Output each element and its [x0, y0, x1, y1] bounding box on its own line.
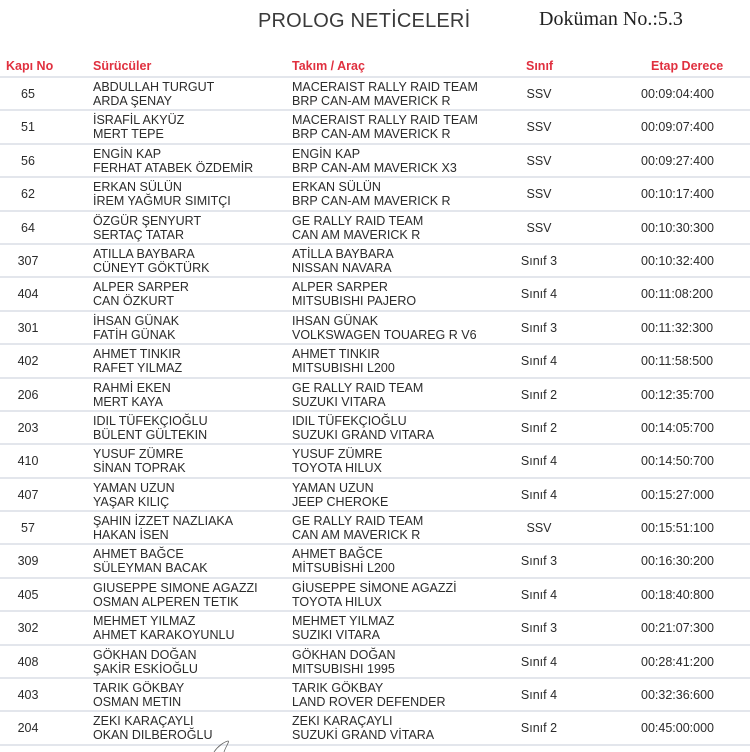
- codriver-name: OKAN DILBEROĞLU: [93, 728, 213, 743]
- driver-name: GÖKHAN DOĞAN: [93, 647, 197, 662]
- team-name: IDIL TÜFEKÇIOĞLU: [292, 413, 407, 428]
- stage-time-cell: 00:10:17:400: [641, 187, 714, 202]
- driver-name: RAHMİ EKEN: [93, 380, 171, 395]
- table-row: [0, 710, 750, 745]
- class-cell: SSV: [526, 220, 552, 235]
- drivers-cell: [93, 280, 189, 308]
- codriver-name: SİNAN TOPRAK: [93, 461, 186, 476]
- drivers-cell: [93, 514, 233, 542]
- team-vehicle-cell: [292, 113, 478, 141]
- stage-time-cell: 00:18:40:800: [641, 587, 714, 602]
- header-sinif: Sınıf: [526, 59, 554, 73]
- driver-name: YAMAN UZUN: [93, 480, 175, 495]
- class-cell: SSV: [526, 87, 552, 101]
- table-row: [0, 243, 750, 276]
- driver-name: IDIL TÜFEKÇIOĞLU: [93, 413, 208, 428]
- team-vehicle-cell: [292, 614, 394, 642]
- codriver-name: MERT TEPE: [93, 127, 164, 142]
- document-title: PROLOG NETİCELERİ: [258, 10, 471, 32]
- driver-name: İSRAFİL AKYÜZ: [93, 113, 185, 128]
- class-cell: SSV: [526, 153, 552, 168]
- kapi-no-cell: 204: [17, 721, 39, 736]
- drivers-cell: [93, 681, 184, 709]
- driver-name: ABDULLAH TURGUT: [93, 80, 215, 94]
- signature-mark: [212, 740, 232, 752]
- stage-time-cell: 00:32:36:600: [641, 688, 714, 703]
- stage-time-cell: 00:10:30:300: [641, 220, 714, 235]
- team-vehicle-cell: [292, 581, 457, 609]
- class-cell: Sınıf 3: [520, 253, 558, 268]
- team-name: MACERAIST RALLY RAID TEAM: [292, 80, 478, 94]
- stage-time-cell: 00:16:30:200: [641, 554, 714, 569]
- vehicle-name: BRP CAN-AM MAVERICK R: [292, 94, 451, 108]
- stage-time-cell: 00:12:35:700: [641, 387, 714, 402]
- codriver-name: FATİH GÜNAK: [93, 327, 176, 342]
- stage-time-cell: 00:11:08:200: [641, 287, 714, 302]
- table-row: [0, 176, 750, 209]
- team-name: GİUSEPPE SİMONE AGAZZİ: [292, 580, 457, 595]
- class-cell: Sınıf 3: [520, 621, 558, 636]
- vehicle-name: SUZIKI VITARA: [292, 628, 380, 643]
- codriver-name: FERHAT ATABEK ÖZDEMİR: [93, 160, 254, 175]
- drivers-cell: [93, 547, 208, 575]
- team-name: GE RALLY RAID TEAM: [292, 380, 424, 395]
- stage-time-cell: 00:11:32:300: [641, 320, 714, 335]
- vehicle-name: CAN AM MAVERICK R: [292, 528, 421, 543]
- driver-name: GIUSEPPE SIMONE AGAZZI: [93, 580, 258, 595]
- team-vehicle-cell: [292, 347, 395, 375]
- codriver-name: SERTAÇ TATAR: [93, 227, 184, 242]
- table-row: [0, 276, 750, 309]
- driver-name: AHMET BAĞCE: [93, 547, 184, 562]
- table-row: [0, 510, 750, 543]
- team-vehicle-cell: [292, 414, 434, 442]
- drivers-cell: [93, 80, 214, 108]
- codriver-name: YAŞAR KILIÇ: [93, 494, 170, 509]
- team-name: TARIK GÖKBAY: [292, 681, 384, 696]
- class-cell: Sınıf 4: [520, 454, 558, 469]
- drivers-cell: [93, 247, 209, 275]
- table-row: [0, 677, 750, 710]
- vehicle-name: JEEP CHEROKE: [292, 494, 389, 509]
- team-vehicle-cell: [292, 514, 423, 542]
- team-name: ERKAN SÜLÜN: [292, 180, 381, 195]
- driver-name: ATILLA BAYBARA: [93, 246, 195, 261]
- header-takim-arac: Takım / Araç: [292, 59, 365, 73]
- team-name: IHSAN GÜNAK: [292, 313, 379, 328]
- codriver-name: BÜLENT GÜLTEKIN: [93, 427, 208, 442]
- class-cell: Sınıf 4: [520, 487, 558, 502]
- drivers-cell: [93, 347, 182, 375]
- header-kapi-no: Kapı No: [6, 59, 54, 73]
- table-row: [0, 477, 750, 510]
- results-table-body: [0, 76, 750, 746]
- vehicle-name: VOLKSWAGEN TOUAREG R V6: [292, 327, 477, 342]
- vehicle-name: LAND ROVER DEFENDER: [292, 695, 446, 710]
- stage-time-cell: 00:28:41:200: [641, 654, 714, 669]
- drivers-cell: [93, 314, 179, 342]
- team-name: ATİLLA BAYBARA: [292, 246, 394, 261]
- driver-name: MEHMET YILMAZ: [93, 614, 196, 629]
- driver-name: ÖZGÜR ŞENYURT: [93, 213, 202, 228]
- team-name: ALPER SARPER: [292, 280, 388, 295]
- table-row: [0, 377, 750, 410]
- class-cell: Sınıf 4: [520, 688, 558, 703]
- kapi-no-cell: 206: [17, 387, 39, 402]
- stage-time-cell: 00:45:00:000: [641, 721, 714, 736]
- vehicle-name: MITSUBISHI 1995: [292, 661, 395, 676]
- codriver-name: MERT KAYA: [93, 394, 163, 409]
- drivers-cell: [93, 180, 231, 208]
- stage-time-cell: 00:10:32:400: [641, 253, 714, 268]
- header-etap-derece: Etap Derece: [651, 59, 724, 73]
- stage-time-cell: 00:09:04:400: [641, 87, 714, 101]
- team-vehicle-cell: [292, 147, 457, 175]
- drivers-cell: [93, 648, 198, 676]
- vehicle-name: MİTSUBİSHİ L200: [292, 561, 395, 576]
- stage-time-cell: 00:14:05:700: [641, 420, 714, 435]
- drivers-cell: [93, 381, 171, 409]
- table-row: [0, 310, 750, 343]
- team-vehicle-cell: [292, 180, 451, 208]
- team-name: ZEKI KARAÇAYLI: [292, 714, 393, 729]
- table-row: [0, 443, 750, 476]
- team-vehicle-cell: [292, 80, 478, 108]
- kapi-no-cell: 57: [21, 521, 35, 536]
- kapi-no-cell: 203: [17, 420, 39, 435]
- kapi-no-cell: 301: [17, 320, 39, 335]
- team-vehicle-cell: [292, 314, 477, 342]
- team-name: GE RALLY RAID TEAM: [292, 514, 424, 529]
- driver-name: İHSAN GÜNAK: [93, 313, 180, 328]
- kapi-no-cell: 309: [17, 554, 39, 569]
- vehicle-name: TOYOTA HILUX: [292, 461, 382, 476]
- driver-name: ERKAN SÜLÜN: [93, 180, 182, 195]
- team-name: AHMET BAĞCE: [292, 547, 383, 562]
- team-name: YAMAN UZUN: [292, 480, 374, 495]
- drivers-cell: [93, 481, 175, 509]
- drivers-cell: [93, 414, 208, 442]
- driver-name: TARIK GÖKBAY: [93, 681, 185, 696]
- vehicle-name: BRP CAN-AM MAVERICK X3: [292, 160, 457, 175]
- vehicle-name: TOYOTA HILUX: [292, 594, 382, 609]
- vehicle-name: SUZUKI VITARA: [292, 394, 386, 409]
- kapi-no-cell: 408: [17, 654, 39, 669]
- vehicle-name: NISSAN NAVARA: [292, 260, 392, 275]
- class-cell: Sınıf 2: [520, 721, 558, 736]
- kapi-no-cell: 402: [17, 354, 39, 369]
- kapi-no-cell: 64: [21, 220, 35, 235]
- team-vehicle-cell: [292, 381, 423, 409]
- drivers-cell: [93, 113, 184, 141]
- class-cell: SSV: [526, 187, 552, 202]
- class-cell: Sınıf 3: [520, 320, 558, 335]
- team-name: YUSUF ZÜMRE: [292, 447, 383, 462]
- codriver-name: RAFET YILMAZ: [93, 361, 183, 376]
- codriver-name: OSMAN METIN: [93, 695, 182, 710]
- team-vehicle-cell: [292, 280, 416, 308]
- codriver-name: OSMAN ALPEREN TETIK: [93, 594, 239, 609]
- driver-name: ZEKI KARAÇAYLI: [93, 714, 194, 729]
- kapi-no-cell: 51: [21, 120, 35, 135]
- team-name: MACERAIST RALLY RAID TEAM: [292, 113, 478, 128]
- stage-time-cell: 00:11:58:500: [641, 354, 714, 369]
- driver-name: ALPER SARPER: [93, 280, 189, 295]
- table-row: [0, 577, 750, 610]
- vehicle-name: BRP CAN-AM MAVERICK R: [292, 194, 451, 209]
- vehicle-name: BRP CAN-AM MAVERICK R: [292, 127, 451, 142]
- header-suruculer: Sürücüler: [93, 59, 152, 73]
- team-vehicle-cell: [292, 648, 396, 676]
- drivers-cell: [93, 214, 201, 242]
- driver-name: YUSUF ZÜMRE: [93, 447, 184, 462]
- kapi-no-cell: 403: [17, 688, 39, 703]
- codriver-name: CAN ÖZKURT: [93, 294, 175, 309]
- kapi-no-cell: 307: [17, 253, 39, 268]
- class-cell: Sınıf 4: [520, 654, 558, 669]
- codriver-name: İREM YAĞMUR SIMITÇI: [93, 194, 231, 209]
- team-name: AHMET TINKIR: [292, 347, 380, 362]
- class-cell: SSV: [526, 521, 552, 536]
- team-name: MEHMET YILMAZ: [292, 614, 395, 629]
- team-vehicle-cell: [292, 714, 434, 742]
- vehicle-name: CAN AM MAVERICK R: [292, 227, 421, 242]
- kapi-no-cell: 410: [17, 454, 39, 469]
- kapi-no-cell: 62: [21, 187, 35, 202]
- vehicle-name: MITSUBISHI L200: [292, 361, 395, 376]
- stage-time-cell: 00:15:27:000: [641, 487, 714, 502]
- codriver-name: CÜNEYT GÖKTÜRK: [93, 260, 210, 275]
- codriver-name: SÜLEYMAN BACAK: [93, 561, 208, 576]
- kapi-no-cell: 404: [17, 287, 39, 302]
- kapi-no-cell: 56: [21, 153, 35, 168]
- codriver-name: HAKAN İSEN: [93, 528, 169, 543]
- class-cell: Sınıf 3: [520, 554, 558, 569]
- codriver-name: ARDA ŞENAY: [93, 94, 172, 108]
- team-vehicle-cell: [292, 547, 395, 575]
- stage-time-cell: 00:14:50:700: [641, 454, 714, 469]
- codriver-name: ŞAKİR ESKİOĞLU: [93, 661, 198, 676]
- team-vehicle-cell: [292, 481, 388, 509]
- team-vehicle-cell: [292, 447, 382, 475]
- table-row: [0, 76, 750, 109]
- table-row: [0, 410, 750, 443]
- vehicle-name: SUZUKİ GRAND VİTARA: [292, 728, 435, 743]
- driver-name: AHMET TINKIR: [93, 347, 181, 362]
- class-cell: Sınıf 2: [520, 387, 558, 402]
- table-row: [0, 210, 750, 243]
- team-name: GÖKHAN DOĞAN: [292, 647, 396, 662]
- drivers-cell: [93, 147, 253, 175]
- team-vehicle-cell: [292, 214, 423, 242]
- team-vehicle-cell: [292, 681, 446, 709]
- drivers-cell: [93, 447, 186, 475]
- table-row: [0, 143, 750, 176]
- kapi-no-cell: 407: [17, 487, 39, 502]
- team-name: ENGİN KAP: [292, 146, 361, 161]
- class-cell: Sınıf 4: [520, 287, 558, 302]
- driver-name: ENGİN KAP: [93, 146, 162, 161]
- kapi-no-cell: 405: [17, 587, 39, 602]
- table-row: [0, 610, 750, 643]
- driver-name: ŞAHIN İZZET NAZLIAKA: [93, 514, 234, 529]
- drivers-cell: [93, 614, 234, 642]
- class-cell: Sınıf 4: [520, 587, 558, 602]
- drivers-cell: [93, 714, 212, 742]
- class-cell: Sınıf 2: [520, 420, 558, 435]
- class-cell: SSV: [526, 120, 552, 135]
- stage-time-cell: 00:09:27:400: [641, 153, 714, 168]
- stage-time-cell: 00:09:07:400: [641, 120, 714, 135]
- drivers-cell: [93, 581, 258, 609]
- kapi-no-cell: 65: [21, 87, 35, 101]
- table-row: [0, 543, 750, 576]
- table-row: [0, 343, 750, 376]
- class-cell: Sınıf 4: [520, 354, 558, 369]
- codriver-name: AHMET KARAKOYUNLU: [93, 628, 235, 643]
- team-vehicle-cell: [292, 247, 394, 275]
- team-name: GE RALLY RAID TEAM: [292, 213, 424, 228]
- vehicle-name: SUZUKI GRAND VITARA: [292, 427, 435, 442]
- results-table-header: [0, 59, 750, 76]
- document-number: Doküman No.:5.3: [539, 8, 683, 30]
- table-row: [0, 109, 750, 142]
- stage-time-cell: 00:21:07:300: [641, 621, 714, 636]
- table-row: [0, 644, 750, 677]
- vehicle-name: MITSUBISHI PAJERO: [292, 294, 417, 309]
- stage-time-cell: 00:15:51:100: [641, 521, 714, 536]
- kapi-no-cell: 302: [17, 621, 39, 636]
